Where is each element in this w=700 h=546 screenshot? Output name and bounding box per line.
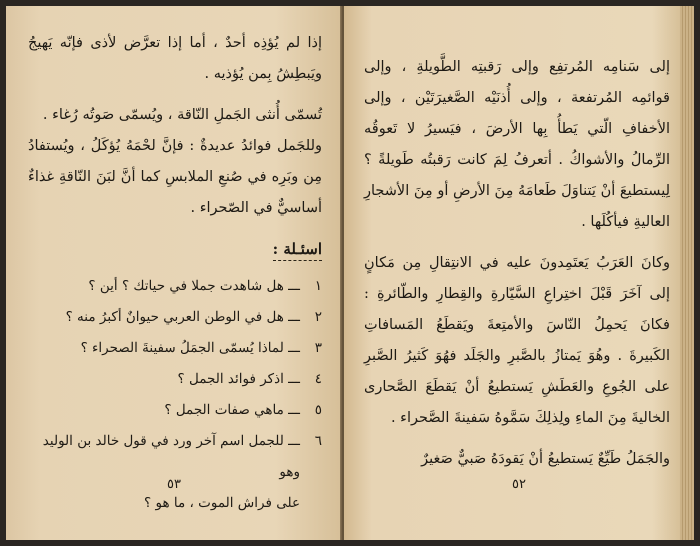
left-paragraph-2: تُسمّى أُنثى الجَملِ النّاقة ، ويُسمّى صَوتُه رُغاء .: [42, 107, 322, 123]
left-paragraph-3: وللجَمل فوائدُ عديدةٌ : فإنَّ لحْمَهُ يُؤكَلُ ، ويُستفادُ مِن وبَرِه في صُنعِ الملابسِ كما أنَّ لبَنَ النّاقةِ غذاءٌ أساسيٌّ في الصّحراء .: [28, 138, 322, 216]
right-paragraph-1: إلى سَنامِه المُرتفِع وإلى رَقبتِه الطَّويلةِ ، وإلى قوائمِه المُرتفعة ، وإلى أُذنَيْه الصَّغيرَتَيْن ، وإلى الأخفافِ الّتي يَطأُ بِها الأرضَ ، فيَسيرُ لا تَعوقُه الرِّمالُ والأشواكُ . أتعرفُ لِمَ كانت رَقبتُه طَويلةً ؟ لِيستطيعَ أنْ يَتناوَلَ طَعامَهُ مِنَ الأرضِ أو مِنَ الأشجارِ العاليةِ فيأكُلَها .: [364, 59, 670, 230]
question-item: [28, 271, 322, 302]
question-item: [28, 302, 322, 333]
question-6-continued: على فراش الموت ، ما هو ؟: [144, 495, 300, 511]
right-page-number: ٥٢: [512, 477, 526, 492]
right-paragraph-2: وكانَ العَرَبُ يَعتَمِدونَ عليه في الانتِقالِ مِن مَكانٍ إلى آخَرَ قَبْلَ اختِراعِ السَّيّارةِ والقِطارِ والطّائرةِ : فكانَ يَحمِلُ النّاسَ والأمتِعةَ ويَقطَعُ المَسافاتِ الكَبيرةَ . وهُوَ يَمتازُ بالصَّبرِ والجَلَد فهُوَ كَثيرُ الصَّبرِ على الجُوعِ والعَطَشِ يَستطيعُ أنْ يَقطَعَ الصَّحارى الخاليةَ مِنَ الماءِ ولِذلِكَ سَمَّوهُ سَفينةَ الصَّحراء .: [364, 255, 670, 426]
question-number: ١: [314, 278, 322, 294]
left-page: [6, 6, 342, 540]
question-item: [28, 364, 322, 395]
question-text: ـــ ماهي صفات الجمل ؟: [164, 402, 300, 418]
right-page: [344, 6, 694, 540]
question-number: ٢: [314, 309, 322, 325]
question-number: ٤: [314, 371, 322, 387]
question-number: ٥: [314, 402, 322, 418]
question-number: ٦: [314, 433, 322, 449]
question-item: [28, 395, 322, 426]
questions-heading: اسئـلة :: [273, 240, 322, 261]
question-text: ـــ اذكر فوائد الجمل ؟: [177, 371, 300, 387]
question-text: ـــ هل شاهدت جملا في حياتك ؟ أين ؟: [88, 278, 300, 294]
questions-list: [28, 271, 322, 488]
question-item: [28, 333, 322, 364]
left-page-number: ٥٣: [167, 477, 181, 492]
open-book: [6, 6, 694, 540]
page-edges: [680, 6, 694, 540]
left-paragraph-1: إذا لم يُؤذِه أحدٌ ، أما إذا تعرَّض لأذى فإنّه يَهيجُ ويَبطِشُ بِمن يُؤذيه .: [28, 35, 322, 82]
question-text: ـــ هل في الوطن العربي حيوانٌ أكبرُ منه ؟: [65, 309, 300, 325]
question-text: ـــ للجمل اسم آخر ورد في قول خالد بن الوليد وهو: [42, 433, 300, 480]
question-number: ٣: [314, 340, 322, 356]
question-text: ـــ لماذا يُسمّى الجمَلُ سفينةَ الصحراء ؟: [80, 340, 300, 356]
right-paragraph-3: والجَمَلُ طَيِّعٌ يَستطيعُ أنْ يَقودَهُ صَبيٌّ صَغيرٌ: [421, 451, 670, 467]
